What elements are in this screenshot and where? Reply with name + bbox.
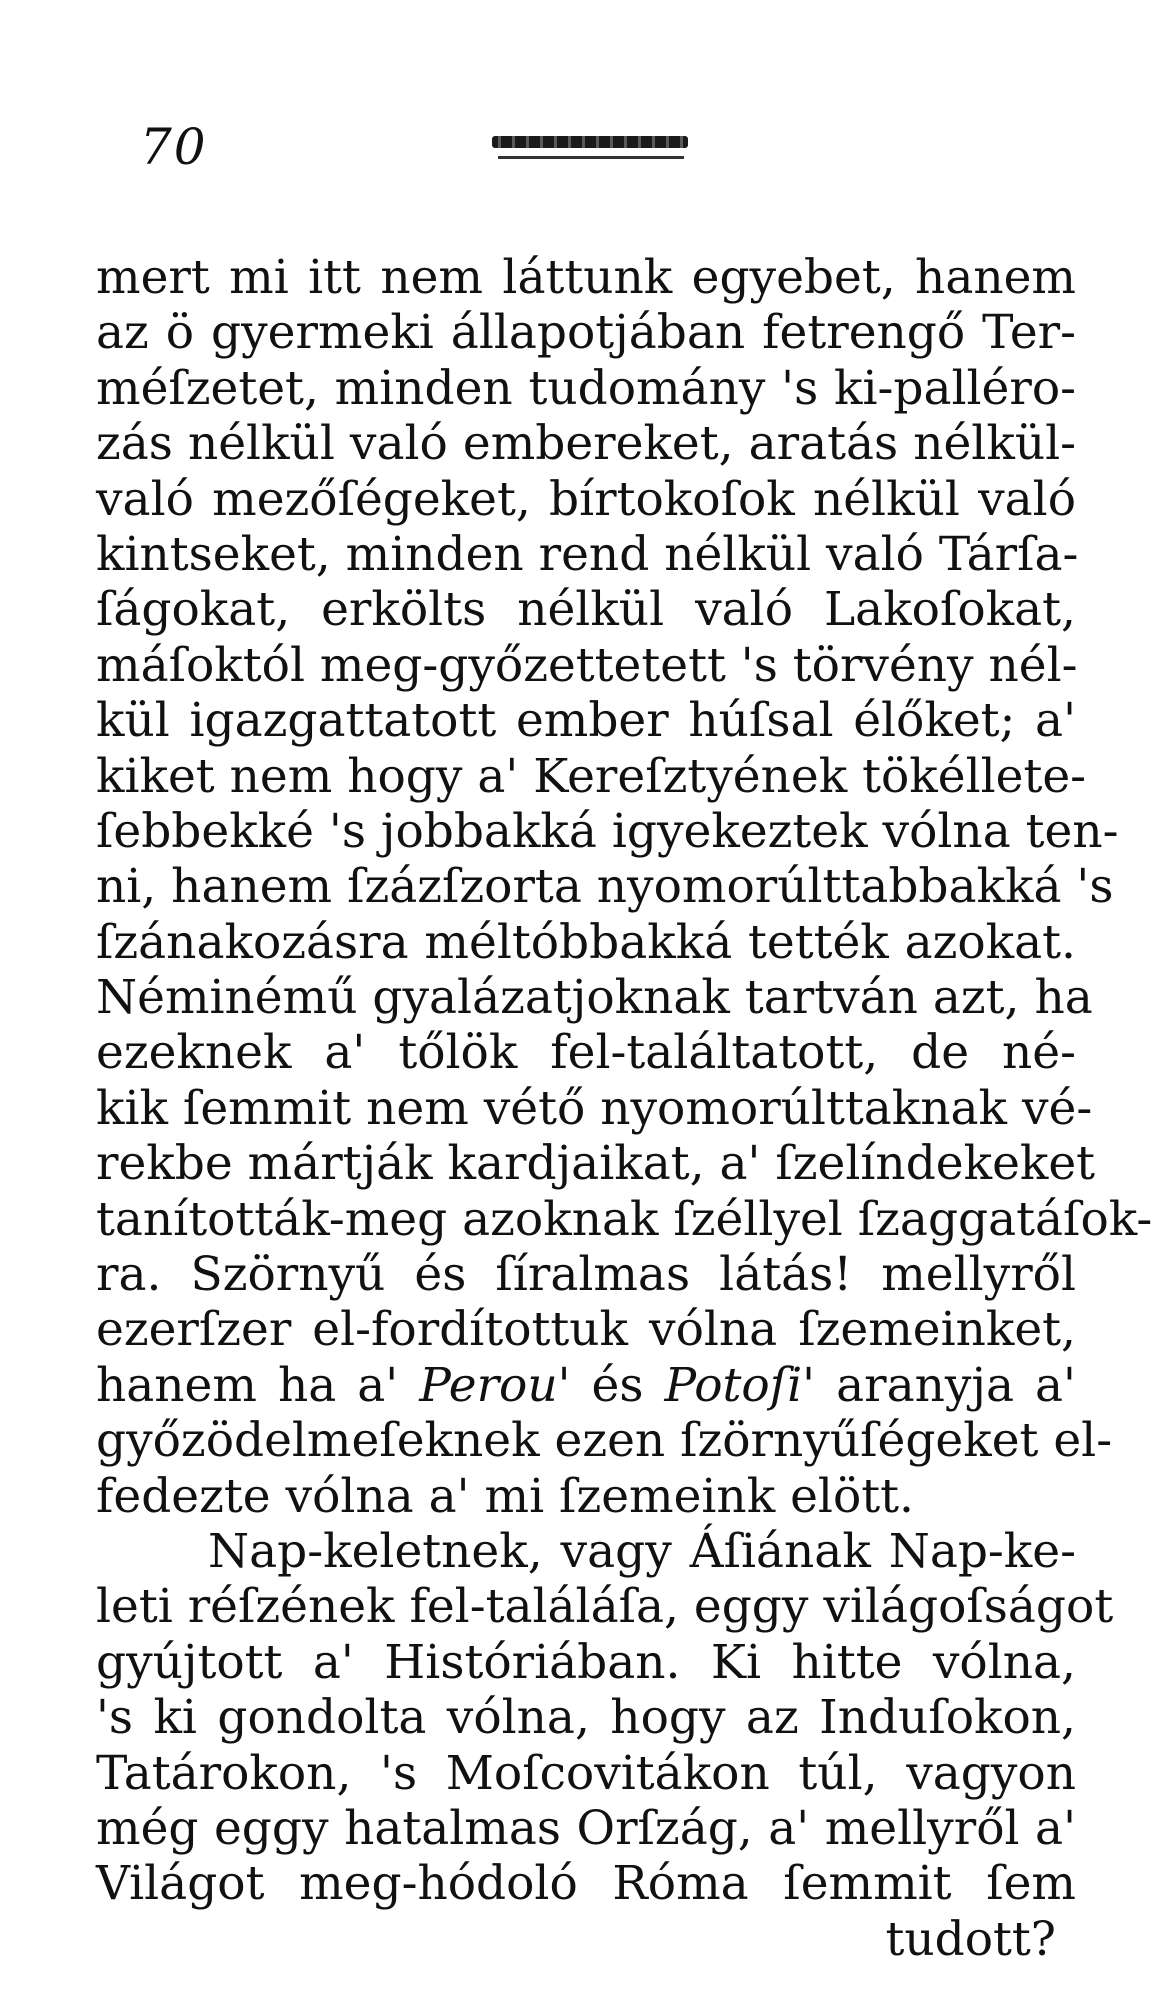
text-line: kintseket, minden rend nélkül való Tárſa- xyxy=(96,526,1079,582)
text-line: 's ki gondolta vólna, hogy az Induſokon, xyxy=(96,1690,1076,1746)
text-line: győzödelmeſeknek ezen ſzörnyűſégeket el- xyxy=(96,1413,1113,1469)
text-line: az ö gyermeki állapotjában fetrengő Ter- xyxy=(96,305,1076,361)
text-line: ezerſzer el-fordítottuk vólna ſzemeinket, xyxy=(96,1302,1076,1358)
text-line: méſzetet, minden tudomány 's ki-palléro- xyxy=(96,360,1076,416)
text-line: zás nélkül való embereket, aratás nélkül- xyxy=(96,416,1076,472)
text-line: kül igazgattatott ember húſsal élőket; a' xyxy=(96,693,1076,749)
catchword: tudott? xyxy=(885,1911,1056,1967)
text-line: Nap-keletnek, vagy Áſiának Nap-ke- xyxy=(208,1523,1076,1579)
text-line: ezeknek a' tőlök fel-találtatott, de né- xyxy=(96,1025,1076,1081)
text-fragment: hanem ha a' xyxy=(96,1357,420,1413)
text-line: tanították-meg azoknak ſzéllyel ſzaggatáſok- xyxy=(96,1191,1153,1247)
text-line: való mezőſégeket, bírtokoſok nélkül való xyxy=(96,471,1076,527)
ornament-rule xyxy=(498,156,684,159)
text-fragment: és xyxy=(570,1357,665,1413)
text-line: gyújtott a' Históriában. Ki hitte vólna, xyxy=(96,1634,1076,1690)
text-line: ſzánakozásra méltóbbakká tették azokat. xyxy=(96,914,1076,970)
text-line: rekbe mártják kardjaikat, a' ſzelíndekeket xyxy=(96,1136,1096,1192)
text-line: kik ſemmit nem vétő nyomorúlttaknak vé- xyxy=(96,1080,1093,1136)
text-line: Tatárokon, 's Moſcovitákon túl, vagyon xyxy=(96,1745,1076,1801)
text-line: ſebbekké 's jobbakká igyekeztek vólna ten- xyxy=(96,803,1119,859)
text-line: még eggy hatalmas Orſzág, a' mellyről a' xyxy=(96,1800,1076,1856)
text-line: ſágokat, erkölts nélkül való Lakoſokat, xyxy=(96,582,1076,638)
text-line: Néminémű gyalázatjoknak tartván azt, ha xyxy=(96,970,1093,1026)
text-line: fedezte vólna a' mi ſzemeink elött. xyxy=(96,1468,914,1524)
text-line: ni, hanem ſzázſzorta nyomorúlttabbakká 's xyxy=(96,859,1114,915)
text-line: kiket nem hogy a' Kereſztyének tökéllete- xyxy=(96,748,1087,804)
place-name-perou: Perou' xyxy=(419,1357,571,1413)
text-line: ra. Szörnyű és ſíralmas látás! mellyről xyxy=(96,1247,1076,1303)
text-line: leti réſzének fel-találáſa, eggy világoſságot xyxy=(96,1579,1114,1635)
page-number: 70 xyxy=(140,118,208,176)
text-line-with-names xyxy=(96,1358,1076,1413)
text-line: Világot meg-hódoló Róma ſemmit ſem xyxy=(96,1856,1076,1912)
text-line: mert mi itt nem láttunk egyebet, hanem xyxy=(96,250,1076,305)
text-fragment: aranyja a' xyxy=(815,1357,1076,1413)
ornament-icon xyxy=(492,136,688,148)
place-name-potosi: Potoſi' xyxy=(664,1357,816,1413)
body-text xyxy=(96,250,1153,1967)
text-line: máſoktól meg-győzettetett 's törvény nél- xyxy=(96,637,1078,693)
